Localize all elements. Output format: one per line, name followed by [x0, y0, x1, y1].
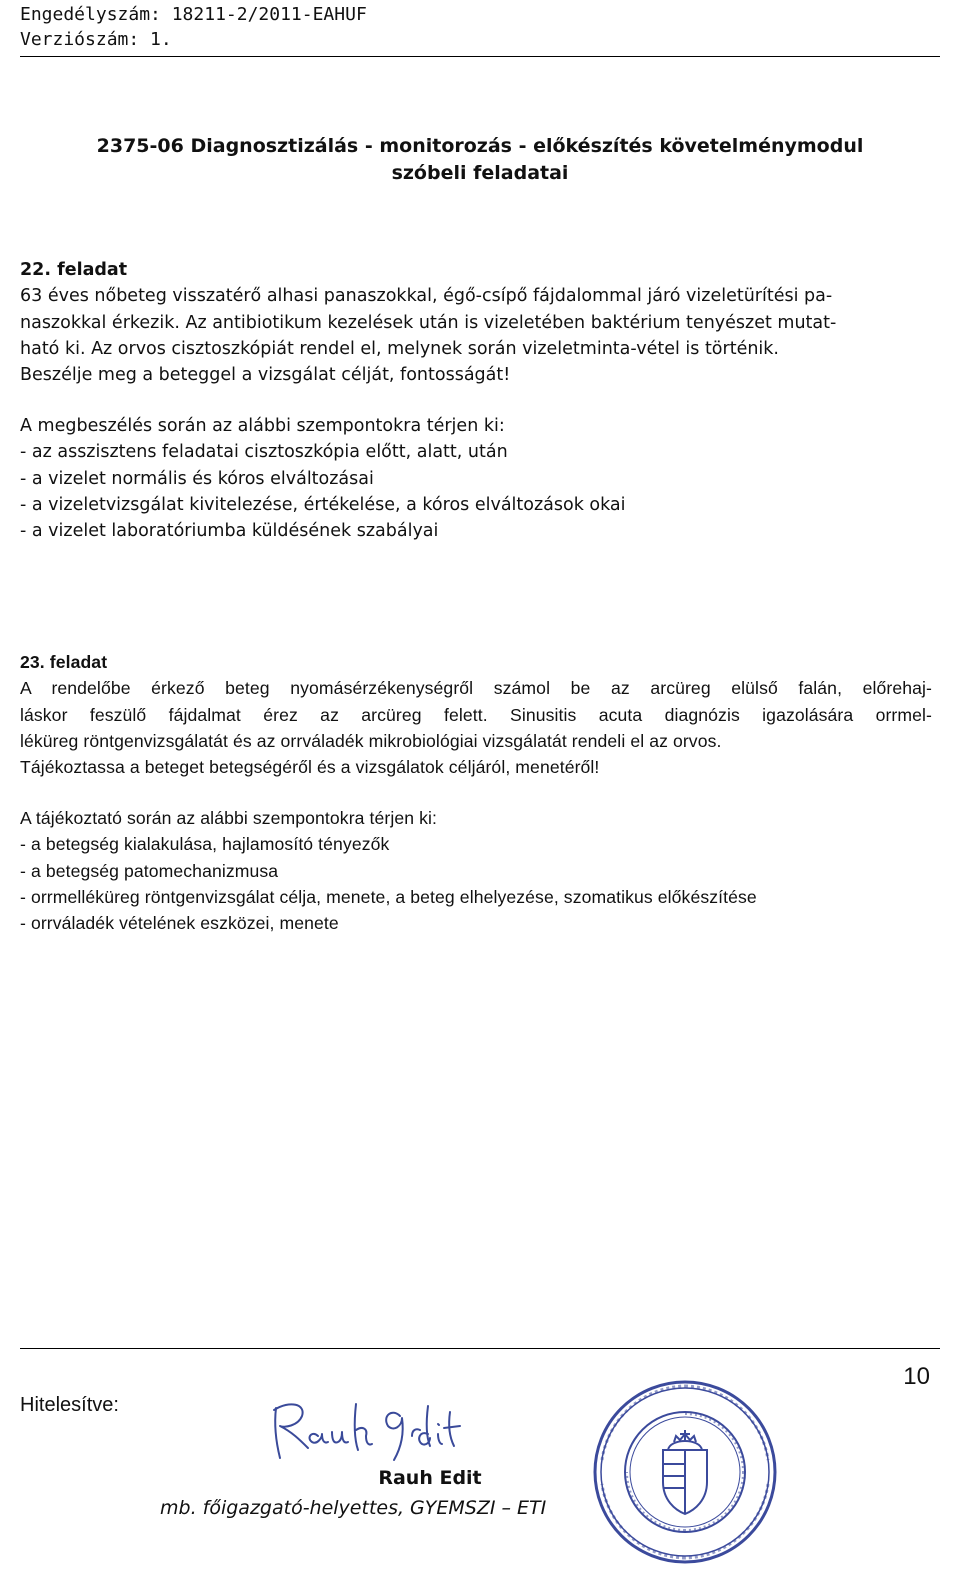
signer-name: Rauh Edit: [378, 1467, 482, 1489]
task-22-points: [20, 413, 932, 544]
license-number: Engedélyszám: 18211-2/2011-EAHUF: [20, 4, 367, 25]
point-item: - orrváladék vételének eszközei, menete: [20, 913, 339, 934]
task-description-line: 63 éves nőbeteg visszatérő alhasi panaszokkal, égő-csípő fájdalommal járó vizeletürítési pa-: [20, 286, 833, 307]
point-item: - az asszisztens feladatai cisztoszkópia előtt, alatt, után: [20, 442, 508, 463]
task-description-line: léküreg röntgenvizsgálatát és az orrváladék mikrobiológiai vizsgálatát rendeli el az orvos.: [20, 730, 722, 751]
task-heading: 23. feladat: [20, 652, 108, 672]
point-item: - a vizelet normális és kóros elváltozásai: [20, 468, 374, 489]
document-title: [20, 133, 940, 187]
title-line-1: 2375-06 Diagnosztizálás - monitorozás - előkészítés követelménymodul: [96, 135, 864, 157]
header-divider: [20, 56, 940, 57]
task-23: [20, 649, 932, 780]
footer-divider: [20, 1348, 940, 1349]
page-number: 10: [903, 1363, 930, 1390]
version-number: Verziószám: 1.: [20, 29, 172, 50]
point-item: - a betegség patomechanizmusa: [20, 860, 279, 881]
point-item: - a vizelet laboratóriumba küldésének szabályai: [20, 521, 439, 542]
title-line-2: szóbeli feladatai: [391, 162, 569, 184]
task-description-line: Tájékoztassa a beteget betegségéről és a vizsgálatok céljáról, menetéről!: [20, 757, 600, 778]
document-header: [20, 2, 367, 52]
task-23-points: [20, 805, 932, 936]
task-heading: 22. feladat: [20, 260, 128, 280]
points-intro: A megbeszélés során az alábbi szempontokra térjen ki:: [20, 416, 505, 436]
point-item: - orrmelléküreg röntgenvizsgálat célja, menete, a beteg elhelyezése, szomatikus előkészítése: [20, 886, 757, 907]
signer-role: mb. főigazgató-helyettes, GYEMSZI – ETI: [160, 1497, 547, 1519]
point-item: - a betegség kialakulása, hajlamosító tényezők: [20, 834, 390, 855]
certified-label: Hitelesítve:: [20, 1394, 119, 1416]
signature-image: [262, 1390, 472, 1470]
task-description-line: Beszélje meg a beteggel a vizsgálat célját, fontosságát!: [20, 365, 511, 386]
task-description-line: A rendelőbe érkező beteg nyomásérzékenységről számol be az arcüreg elülső falán, előrehaj-: [20, 678, 932, 699]
task-description-line: ható ki. Az orvos cisztoszkópiát rendel el, melynek során vizeletminta-vétel is történik.: [20, 338, 779, 359]
official-seal-image: [590, 1372, 780, 1572]
task-description-line: naszokkal érkezik. Az antibiotikum kezelések után is vizeletében baktérium tenyészet mutat-: [20, 312, 837, 333]
task-22: [20, 257, 932, 388]
task-description-line: láskor feszülő fájdalmat érez az arcüreg felett. Sinusitis acuta diagnózis igazolására orrmel-: [20, 704, 932, 725]
points-intro: A tájékoztató során az alábbi szempontokra térjen ki:: [20, 808, 438, 828]
point-item: - a vizeletvizsgálat kivitelezése, értékelése, a kóros elváltozások okai: [20, 494, 626, 515]
